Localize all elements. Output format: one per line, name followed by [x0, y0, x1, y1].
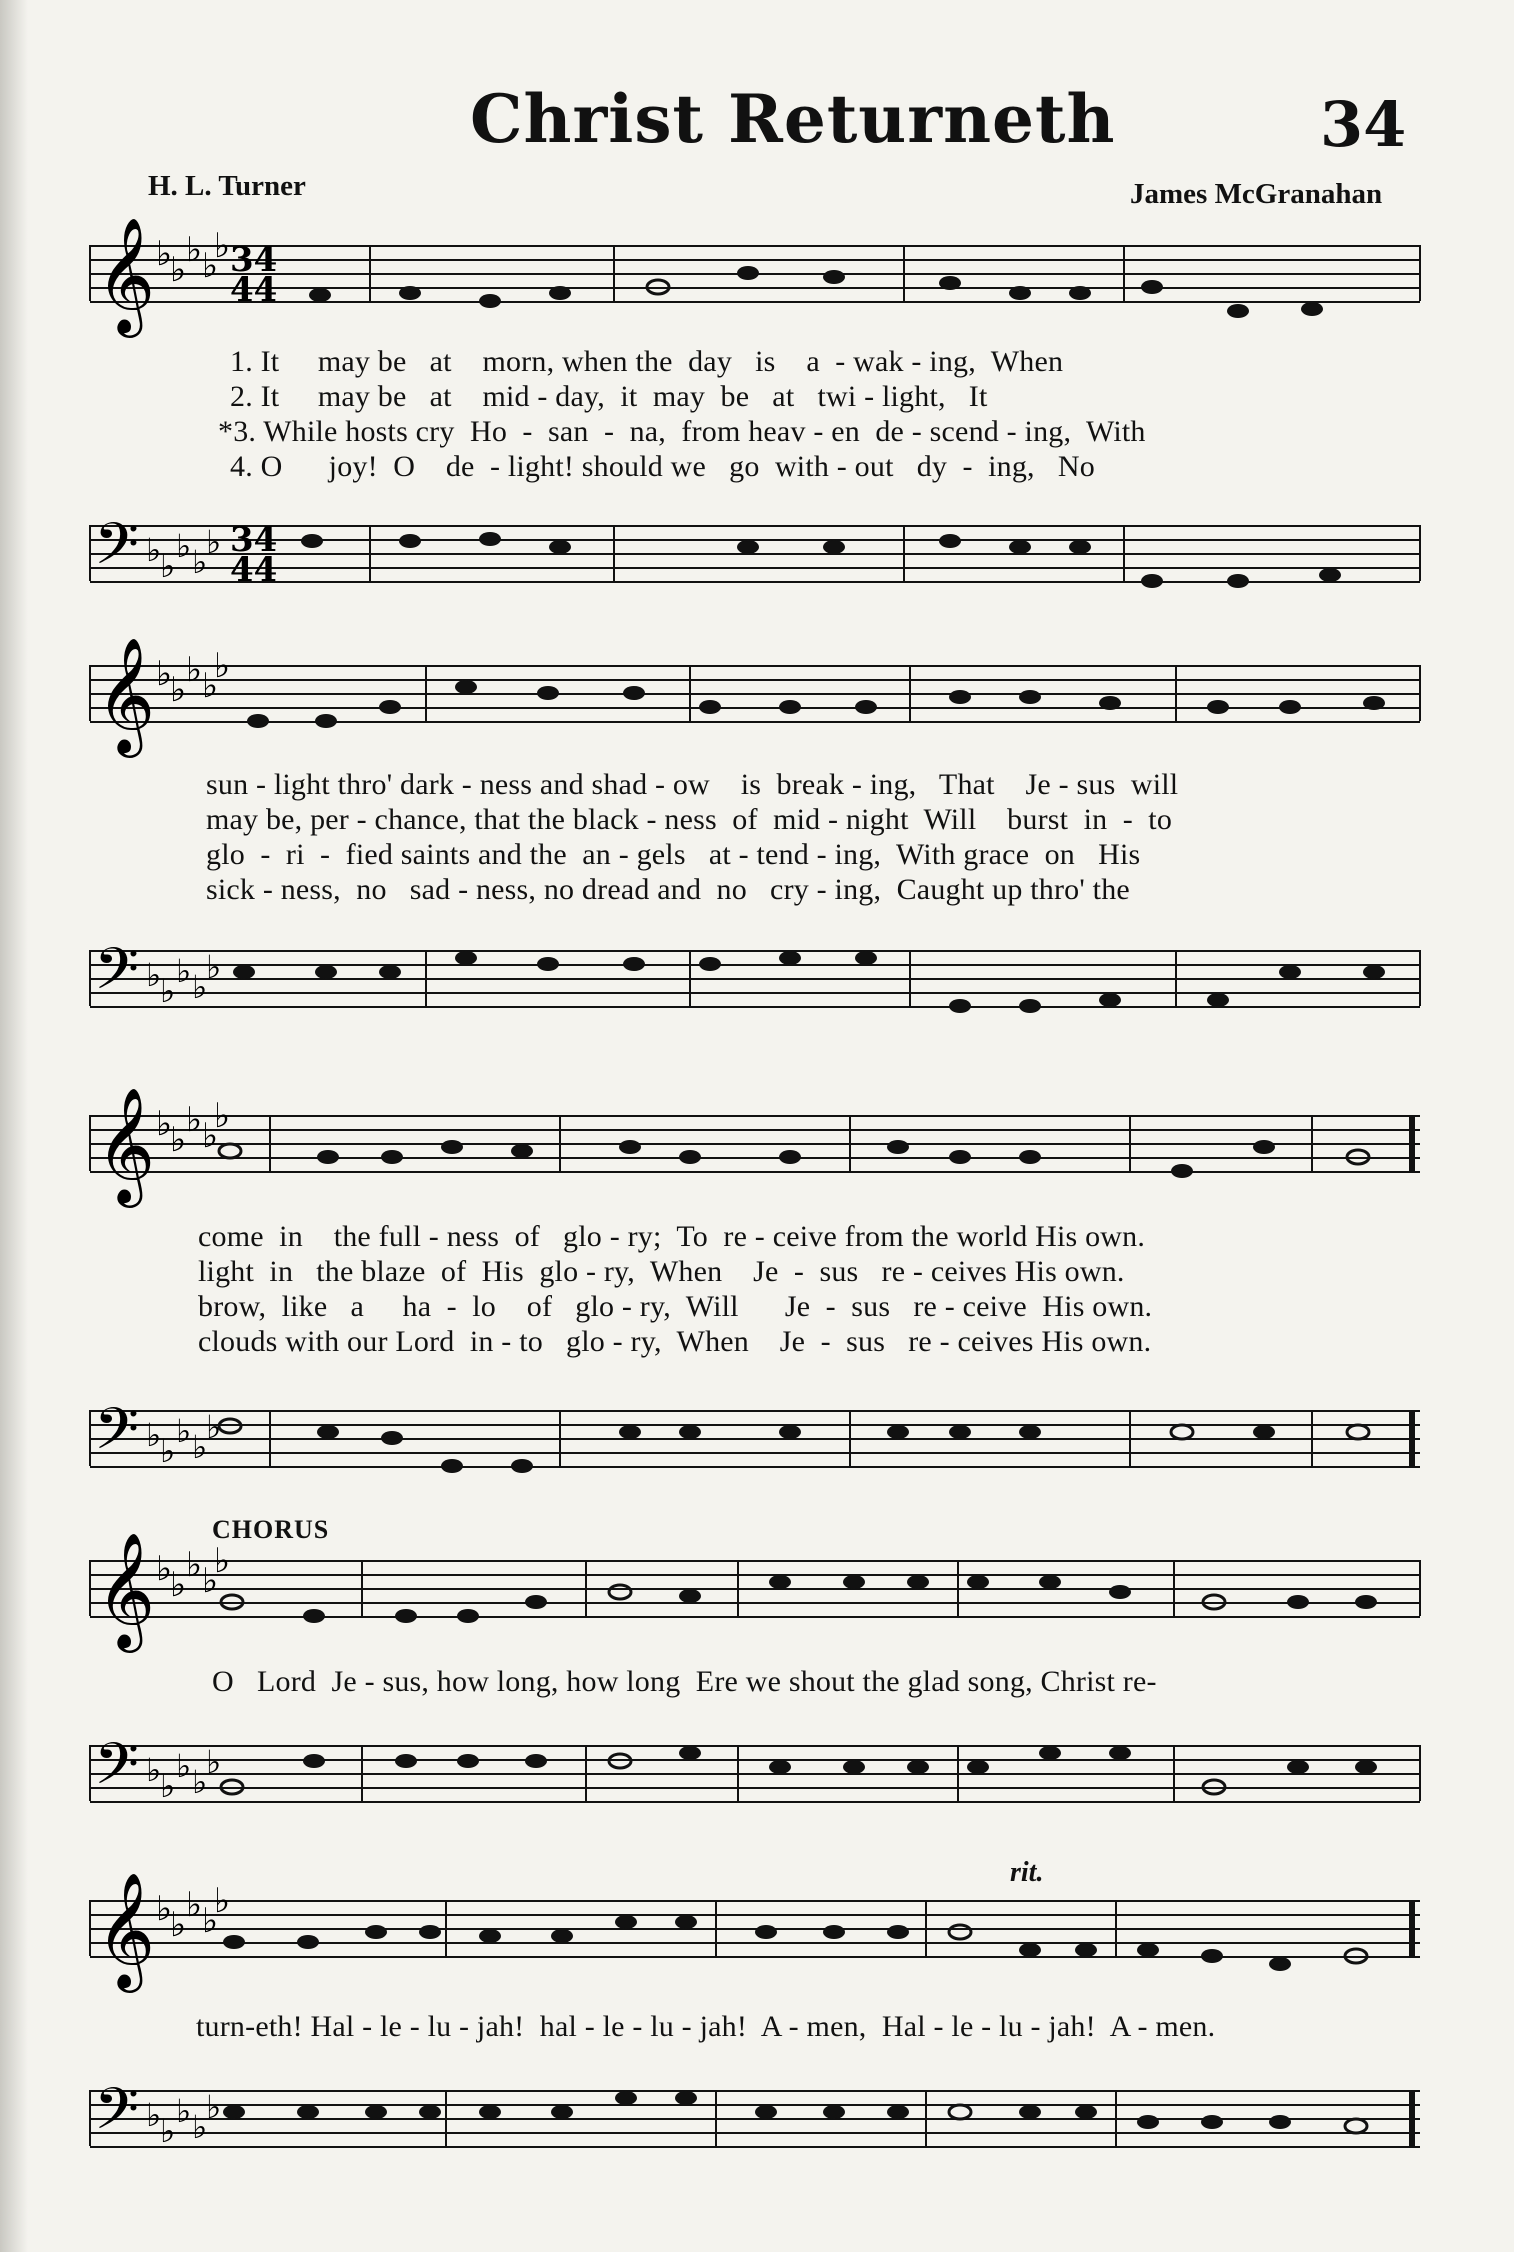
bass-notation-graphic [90, 2050, 1420, 2190]
svg-text:♭: ♭ [156, 1889, 173, 1929]
svg-text:♭: ♭ [206, 1408, 222, 1446]
svg-text:♭: ♭ [156, 234, 173, 274]
svg-text:♭: ♭ [202, 1116, 219, 1156]
svg-text:♭: ♭ [206, 1743, 222, 1781]
verse-2-line-2: may be, per - chance, that the black - ness of mid - night Will burst in - to [206, 803, 1173, 836]
svg-text:♭: ♭ [206, 948, 222, 986]
svg-text:♭: ♭ [170, 1120, 187, 1160]
treble-notation-graphic [90, 1520, 1420, 1660]
svg-text:♭: ♭ [160, 1432, 176, 1470]
svg-text:𝄢: 𝄢 [94, 1395, 140, 1477]
svg-text:♭: ♭ [160, 547, 176, 585]
svg-text:♭: ♭ [214, 1096, 231, 1136]
music-system-5 [90, 1855, 1420, 2185]
bass-staff [90, 1730, 1420, 1812]
svg-text:𝄞: 𝄞 [96, 216, 156, 333]
svg-text:♭: ♭ [202, 1901, 219, 1941]
svg-text:♭: ♭ [146, 531, 162, 569]
svg-text:♭: ♭ [146, 1416, 162, 1454]
music-system-4 [90, 1515, 1420, 1845]
svg-text:♭: ♭ [156, 1549, 173, 1589]
treble-staff [90, 1531, 1420, 1648]
verse-4-line-3: clouds with our Lord in - to glo - ry, When Je - sus re - ceives His own. [198, 1325, 1152, 1358]
composer-credit: James McGranahan [1130, 178, 1383, 210]
svg-text:𝄢: 𝄢 [94, 510, 140, 592]
svg-text:♭: ♭ [206, 523, 222, 561]
chorus-label: CHORUS [212, 1515, 330, 1544]
svg-text:♭: ♭ [176, 1412, 192, 1450]
svg-text:𝄢: 𝄢 [94, 935, 140, 1017]
svg-text:♭: ♭ [170, 1565, 187, 1605]
svg-text:♭: ♭ [160, 1767, 176, 1805]
verse-1-line-3: come in the full - ness of glo - ry; To re - ceive from the world His own. [198, 1220, 1146, 1253]
bass-staff [90, 935, 1420, 1017]
svg-text:𝄢: 𝄢 [94, 2075, 140, 2157]
svg-text:𝄞: 𝄞 [96, 1086, 156, 1203]
svg-text:♭: ♭ [192, 968, 208, 1006]
bass-notation-graphic [90, 1705, 1420, 1845]
bass-staff [90, 510, 1420, 592]
verse-4-line-1: 4. O joy! O de - light! should we go with - out dy - ing, No [230, 450, 1095, 483]
treble-staff [90, 216, 1420, 333]
svg-text:♭: ♭ [192, 1763, 208, 1801]
treble-notation-graphic [90, 625, 1420, 765]
svg-text:♭: ♭ [192, 2108, 208, 2146]
verse-1-line-1: 1. It may be at morn, when the day is a - wak - ing, When [230, 345, 1064, 378]
bass-notation-graphic [90, 1370, 1420, 1510]
svg-text:♭: ♭ [192, 543, 208, 581]
svg-text:♭: ♭ [202, 1561, 219, 1601]
svg-text:♭: ♭ [176, 2092, 192, 2130]
verse-4-line-2: sick - ness, no sad - ness, no dread and no cry - ing, Caught up thro' the [206, 873, 1130, 906]
chorus-line-2: turn-eth! Hal - le - lu - jah! hal - le - lu - jah! A - men, Hal - le - lu - jah! A - men. [196, 2010, 1216, 2043]
svg-text:♭: ♭ [186, 230, 203, 270]
svg-text:34: 34 [230, 240, 278, 280]
svg-text:♭: ♭ [146, 956, 162, 994]
page-binding-shadow [0, 0, 28, 2252]
svg-text:♭: ♭ [192, 1428, 208, 1466]
svg-text:𝄞: 𝄞 [96, 1531, 156, 1648]
svg-text:♭: ♭ [214, 646, 231, 686]
bass-notation-graphic [90, 910, 1420, 1050]
svg-text:♭: ♭ [156, 1104, 173, 1144]
music-system-1 [90, 216, 1420, 625]
verse-3-line-2: glo - ri - fied saints and the an - gels at - tend - ing, With grace on His [206, 838, 1141, 871]
chorus-line-1: O Lord Je - sus, how long, how long Ere we shout the glad song, Christ re- [212, 1665, 1157, 1698]
svg-text:𝄢: 𝄢 [94, 1730, 140, 1812]
svg-text:♭: ♭ [186, 1885, 203, 1925]
svg-text:♭: ♭ [160, 972, 176, 1010]
treble-notation-graphic [90, 205, 1420, 345]
svg-text:♭: ♭ [170, 250, 187, 290]
treble-staff [90, 636, 1420, 753]
svg-text:♭: ♭ [202, 246, 219, 286]
music-system-2 [90, 636, 1420, 1040]
svg-text:♭: ♭ [186, 1100, 203, 1140]
svg-text:44: 44 [230, 270, 278, 310]
svg-text:♭: ♭ [214, 1881, 231, 1921]
lyricist-credit: H. L. Turner [148, 170, 306, 202]
treble-notation-graphic [90, 1860, 1420, 2000]
svg-text:♭: ♭ [170, 670, 187, 710]
ritardando-marking: rit. [1010, 1857, 1044, 1888]
bass-staff [90, 1395, 1420, 1477]
svg-text:♭: ♭ [202, 666, 219, 706]
verse-2-line-3: light in the blaze of His glo - ry, When Je - sus re - ceives His own. [198, 1255, 1125, 1288]
svg-text:𝄞: 𝄞 [96, 1871, 156, 1988]
svg-text:♭: ♭ [170, 1905, 187, 1945]
treble-staff [90, 1086, 1420, 1203]
hymn-number: 34 [1320, 88, 1407, 161]
verse-2-line-1: 2. It may be at mid - day, it may be at twi - light, It [230, 380, 988, 413]
hymn-title: Christ Returneth [470, 80, 1116, 158]
svg-text:♭: ♭ [176, 1747, 192, 1785]
music-system-3 [90, 1080, 1420, 1500]
treble-notation-graphic [90, 1075, 1420, 1215]
svg-text:34: 34 [230, 520, 278, 560]
svg-text:♭: ♭ [186, 650, 203, 690]
verse-3-line-3: brow, like a ha - lo of glo - ry, Will Je - sus re - ceive His own. [198, 1290, 1153, 1323]
bass-staff [90, 2075, 1420, 2157]
svg-text:𝄞: 𝄞 [96, 636, 156, 753]
svg-text:♭: ♭ [206, 2088, 222, 2126]
svg-text:♭: ♭ [176, 527, 192, 565]
svg-text:♭: ♭ [186, 1545, 203, 1585]
svg-text:♭: ♭ [156, 654, 173, 694]
svg-text:♭: ♭ [160, 2112, 176, 2150]
svg-text:♭: ♭ [214, 1541, 231, 1581]
bass-notation-graphic [90, 485, 1420, 625]
svg-text:♭: ♭ [146, 2096, 162, 2134]
verse-3-line-1: *3. While hosts cry Ho - san - na, from heav - en de - scend - ing, With [218, 415, 1146, 448]
title-row [0, 70, 1514, 180]
verse-1-line-2: sun - light thro' dark - ness and shad - ow is break - ing, That Je - sus will [206, 768, 1179, 801]
svg-text:♭: ♭ [176, 952, 192, 990]
svg-text:♭: ♭ [146, 1751, 162, 1789]
svg-text:44: 44 [230, 550, 278, 590]
svg-text:♭: ♭ [214, 226, 231, 266]
